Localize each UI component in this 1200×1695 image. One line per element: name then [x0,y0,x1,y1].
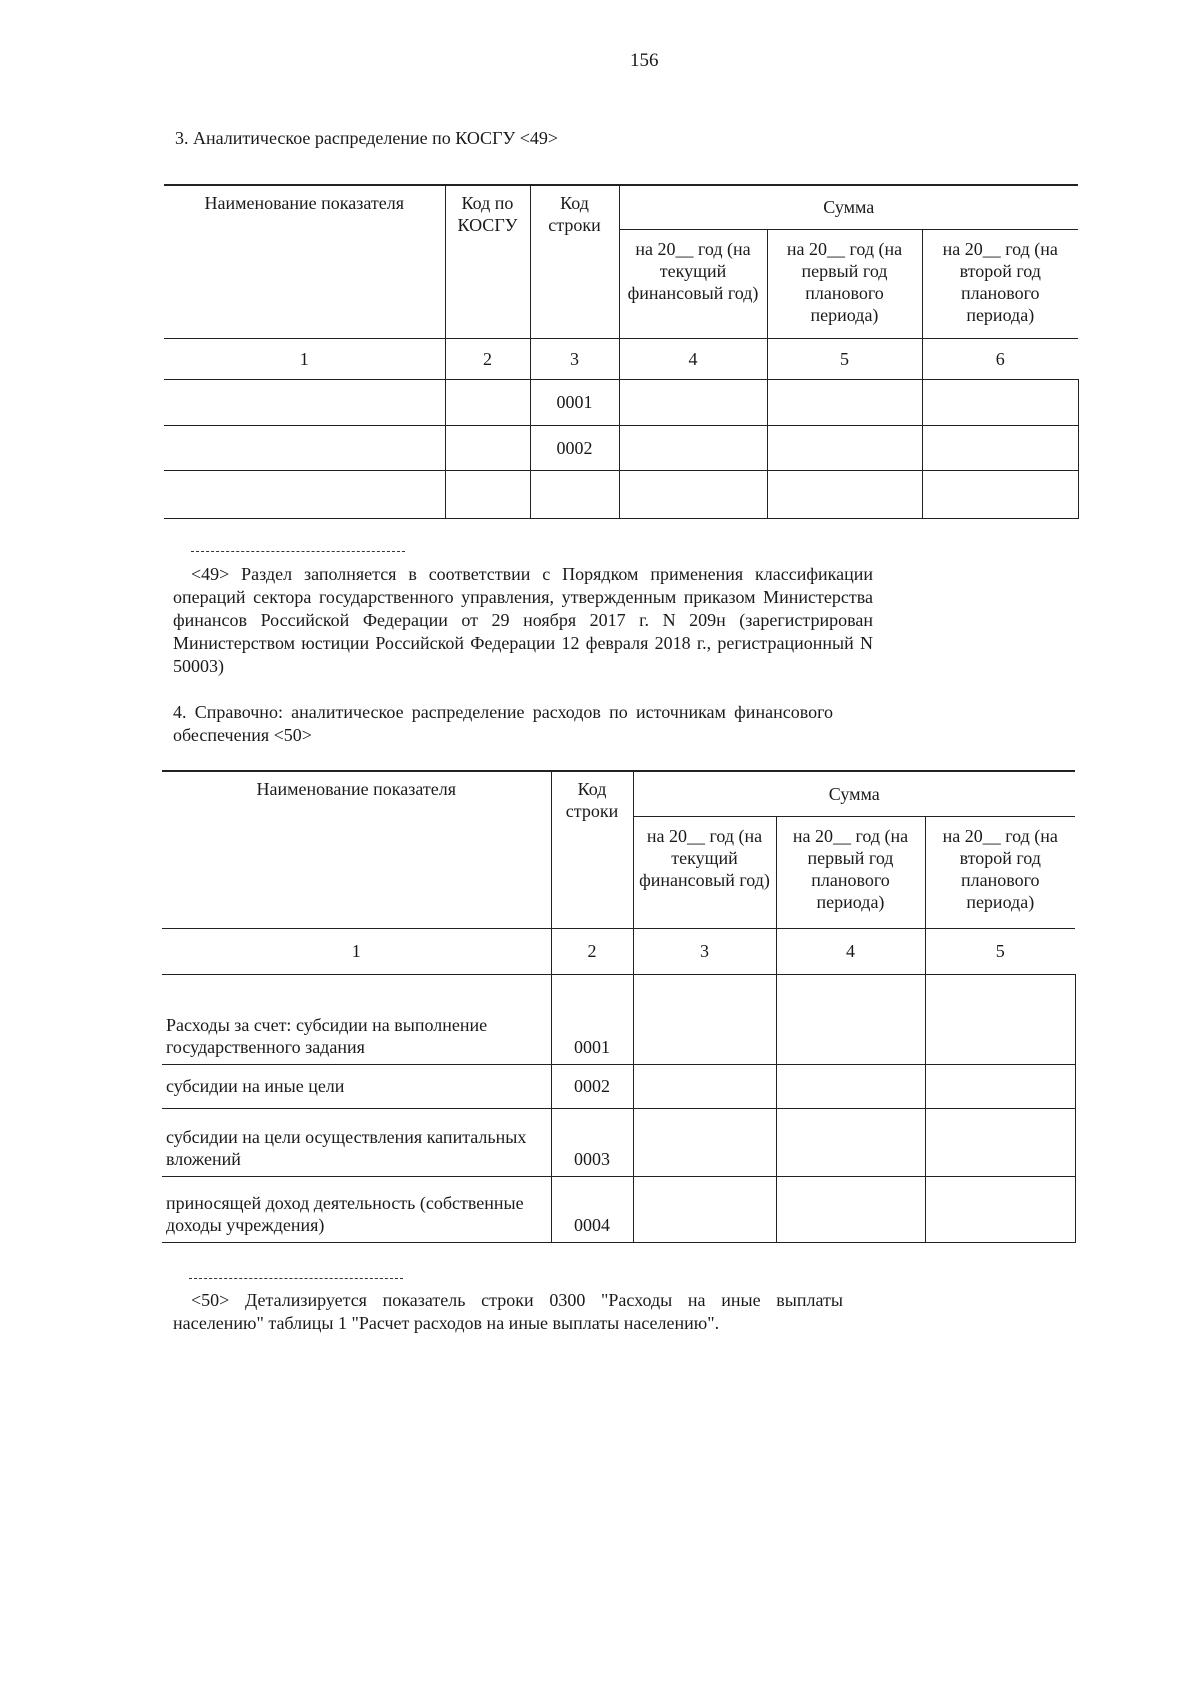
header-sum: Сумма [633,771,1075,816]
table-row [164,425,1078,470]
cell-sum [925,1176,1075,1242]
cell-sum [925,1108,1075,1176]
page-number: 156 [630,50,659,71]
col-number: 2 [551,928,633,974]
footnote-49-text: <49> Раздел заполняется в соответствии с Порядком применения классификации операций сектора государственного управления, утвержденным приказом Министерства финансов Российской Федерации от 29 ноября 2017 г. N 209н (зарегистрирован Министерством юстиции Российской Федерации 12 февраля 2018 г., регистрационный N 50003) [173,564,873,676]
cell-sum [767,379,922,425]
cell-sum [619,425,767,470]
cell-code [530,470,619,518]
header-name: Наименование показателя [162,771,551,928]
table-row [162,1064,1075,1108]
header-kosgu: Код по КОСГУ [445,185,530,338]
col-number: 6 [922,338,1078,379]
table-row [162,974,1075,1064]
cell-name: субсидии на цели осуществления капитальных вложений [162,1108,551,1176]
col-number: 3 [633,928,776,974]
cell-sum [776,1108,925,1176]
cell-sum [922,425,1078,470]
footnote-50-text: <50> Детализируется показатель строки 0300 "Расходы на иные выплаты населению" таблицы 1 "Расчет расходов на иные выплаты населению". [173,1290,843,1333]
cell-sum [776,1064,925,1108]
kosgu-table [164,184,1079,519]
cell-name: Расходы за счет: субсидии на выполнение государственного задания [162,974,551,1064]
cell-code: 0001 [551,974,633,1064]
section-3-heading: 3. Аналитическое распределение по КОСГУ <49> [175,128,559,148]
col-number: 4 [776,928,925,974]
cell-code: 0004 [551,1176,633,1242]
table-row [162,1108,1075,1176]
cell-code: 0002 [530,425,619,470]
cell-sum [619,379,767,425]
cell-sum [776,974,925,1064]
footnote-49 [173,563,873,678]
header-year-first: на 20__ год (на первый год планового периода) [776,816,925,928]
cell-code: 0003 [551,1108,633,1176]
section-4-heading: 4. Справочно: аналитическое распределение расходов по источникам финансового обеспечения <50> [173,702,833,745]
cell-kosgu [445,379,530,425]
cell-name: субсидии на иные цели [162,1064,551,1108]
header-sum: Сумма [619,185,1078,229]
table-row [162,1176,1075,1242]
header-year-current: на 20__ год (на текущий финансовый год) [619,229,767,338]
cell-code: 0002 [551,1064,633,1108]
cell-name [164,379,445,425]
cell-name: приносящей доход деятельность (собственные доходы учреждения) [162,1176,551,1242]
footnote-divider [191,551,405,552]
cell-name [164,425,445,470]
cell-sum [619,470,767,518]
header-name: Наименование показателя [164,185,445,338]
cell-sum [925,1064,1075,1108]
col-number: 1 [162,928,551,974]
col-number: 5 [925,928,1075,974]
col-number: 4 [619,338,767,379]
cell-sum [633,1176,776,1242]
header-year-first: на 20__ год (на первый год планового периода) [767,229,922,338]
funding-sources-table [162,770,1076,1243]
cell-code: 0001 [530,379,619,425]
cell-sum [633,974,776,1064]
cell-sum [633,1064,776,1108]
header-year-second: на 20__ год (на второй год планового периода) [925,816,1075,928]
cell-sum [633,1108,776,1176]
cell-sum [922,379,1078,425]
col-number: 2 [445,338,530,379]
table-row [164,470,1078,518]
col-number: 1 [164,338,445,379]
col-number: 3 [530,338,619,379]
col-number: 5 [767,338,922,379]
header-code: Код строки [530,185,619,338]
table-row [164,379,1078,425]
cell-kosgu [445,470,530,518]
cell-sum [776,1176,925,1242]
cell-sum [767,470,922,518]
cell-sum [925,974,1075,1064]
cell-name [164,470,445,518]
footnote-divider [189,1278,403,1279]
cell-sum [922,470,1078,518]
header-year-current: на 20__ год (на текущий финансовый год) [633,816,776,928]
footnote-50 [173,1289,843,1335]
header-code: Код строки [551,771,633,928]
header-year-second: на 20__ год (на второй год планового периода) [922,229,1078,338]
cell-kosgu [445,425,530,470]
cell-sum [767,425,922,470]
